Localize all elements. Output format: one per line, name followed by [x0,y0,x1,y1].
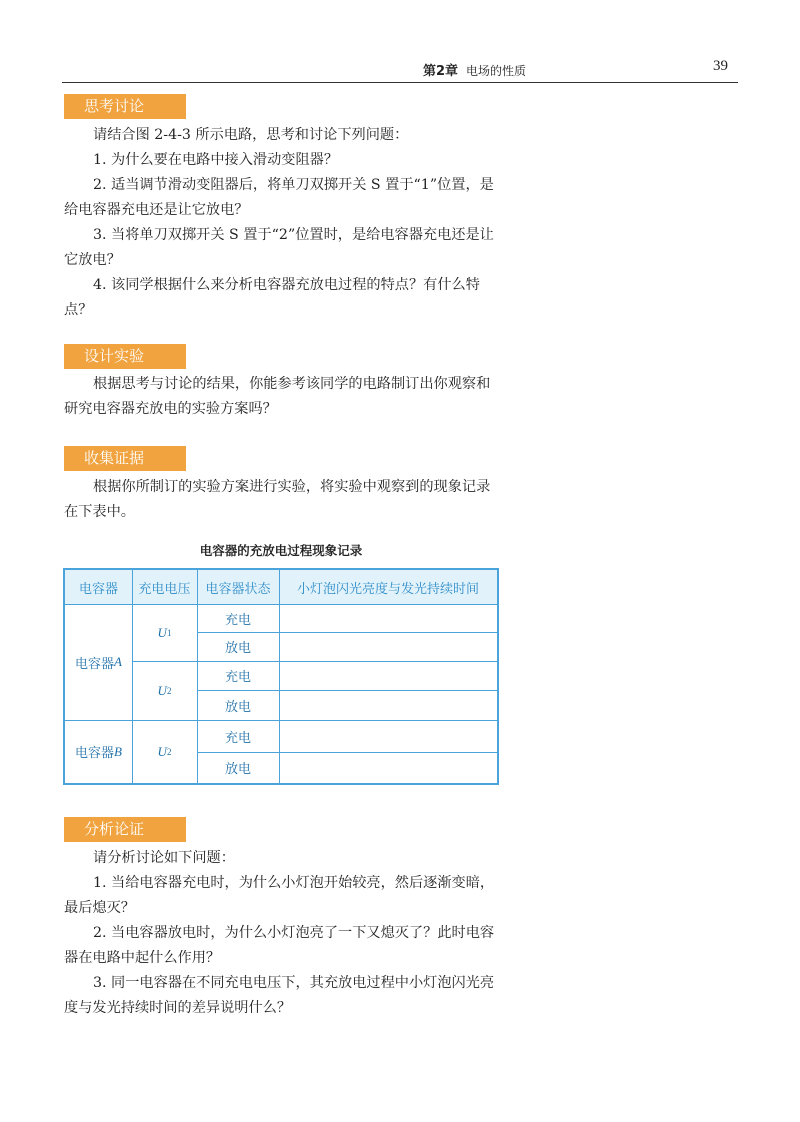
table-rule [65,604,497,605]
think-paragraphs [64,123,500,323]
chapter-label: 第2章 [422,64,458,79]
table-title: 电容器的充放电过程现象记录 [199,543,363,558]
collect-paragraphs [64,475,500,525]
chapter-info [423,60,526,79]
table-rule [132,570,133,783]
capacitor-a-label [65,604,132,720]
table-rule [197,632,497,633]
table-rule [197,752,497,753]
capacitor-b-name: 电容器 [75,746,115,761]
table-header-cell: 小灯泡闪光亮度与发光持续时间 [279,570,497,604]
capacitor-a-letter: A [114,654,122,669]
page-header [62,58,738,83]
voltage-u2 [132,720,197,783]
table-rule [132,661,497,662]
voltage-subscript: 2 [166,685,172,696]
voltage-u2 [132,661,197,720]
voltage-subscript: 2 [166,746,172,757]
voltage-symbol: U [157,624,167,640]
section-tag-design: 设计实验 [64,344,186,369]
think-line: 请结合图 2-4-3 所示电路，思考和讨论下列问题： [93,127,409,143]
record-table [63,568,499,785]
page-number: 39 [713,58,728,74]
voltage-subscript: 1 [166,627,172,638]
analyze-line: 请分析讨论如下问题： [93,850,235,866]
table-header-cell: 电容器 [65,570,132,604]
table-rule [65,720,497,721]
table-rule [197,690,497,691]
analyze-line: 1. 当给电容器充电时，为什么小灯泡开始较亮，然后逐渐变暗，最后熄灭？ [64,875,495,916]
collect-line: 根据你所制订的实验方案进行实验，将实验中观察到的现象记录在下表中。 [64,479,491,520]
capacitor-b-letter: B [114,743,122,759]
table-header-cell: 充电电压 [132,570,197,604]
think-line: 2. 适当调节滑动变阻器后，将单刀双掷开关 S 置于“1”位置，是给电容器充电还是让它放电？ [64,177,494,218]
analyze-line: 3. 同一电容器在不同充电电压下，其充放电过程中小灯泡闪光亮度与发光持续时间的差异说明什么？ [64,975,495,1016]
capacitor-a-name: 电容器 [75,656,115,672]
state-cell: 放电 [224,762,251,777]
think-line: 4. 该同学根据什么来分析电容器充放电过程的特点？有什么特点？ [64,277,480,318]
think-line: 3. 当将单刀双掷开关 S 置于“2”位置时，是给电容器充电还是让它放电？ [64,227,494,268]
think-line: 1. 为什么要在电路中接入滑动变阻器？ [93,152,339,168]
section-tag-collect: 收集证据 [64,446,186,471]
state-cell: 放电 [224,699,251,715]
state-cell: 充电 [224,730,251,746]
analyze-line: 2. 当电容器放电时，为什么小灯泡亮了一下又熄灭了？此时电容器在电路中起什么作用？ [64,925,495,966]
design-paragraphs [64,372,500,422]
state-cell: 充电 [224,670,251,685]
voltage-symbol: U [157,682,167,698]
voltage-u1 [132,604,197,661]
analyze-paragraphs [64,846,500,1021]
table-header-cell: 电容器状态 [197,570,279,604]
chapter-title: 电场的性质 [465,64,526,78]
capacitor-b-label [65,720,132,783]
voltage-symbol: U [157,743,167,759]
section-tag-think: 思考讨论 [64,94,186,119]
state-cell: 充电 [224,612,251,628]
state-cell: 放电 [224,641,251,656]
section-tag-analyze: 分析论证 [64,817,186,842]
design-line: 根据思考与讨论的结果，你能参考该同学的电路制订出你观察和研究电容器充放电的实验方案吗？ [64,376,491,417]
